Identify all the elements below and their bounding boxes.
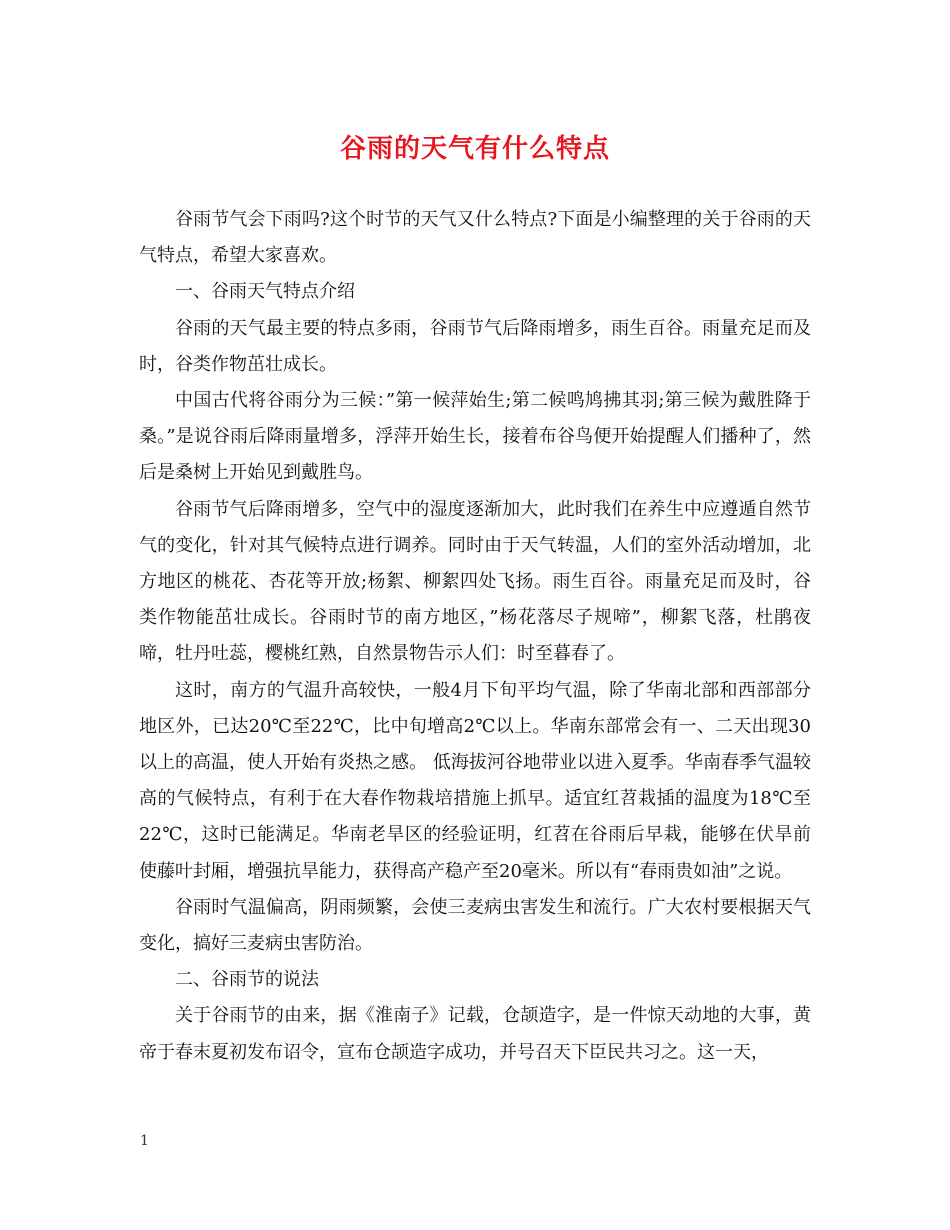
page-title: 谷雨的天气有什么特点	[339, 134, 610, 164]
page-number: 1	[140, 1133, 149, 1149]
section-heading-1: 一、谷雨天气特点介绍	[175, 281, 355, 303]
paragraph-temperature: 这时，南方的气温升高较快，一般4月下旬平均气温，除了华南北部和西部部分地区外，已达20℃至22℃，比中旬增高2℃以上。华南东部常会有一、二天出现30以上的高温，使人开始有炎热之感。 低海拔河谷地带业以进入夏季。华南春季气温较高的气候特点，有利于在大春作物栽培措施上抓早。适宜红苕栽插的温度为18℃至22℃，这时已能满足。华南老旱区的经验证明，红苕在谷雨后早栽，能够在伏旱前使藤叶封厢，增强抗旱能力，获得高产稳产至20毫米。所以有“春雨贵如油”之说。	[139, 679, 811, 882]
section-heading-2: 二、谷雨节的说法	[175, 969, 319, 991]
paragraph-rain-features: 谷雨的天气最主要的特点多雨，谷雨节气后降雨增多，雨生百谷。雨量充足而及时，谷类作物茁壮成长。	[139, 317, 811, 375]
paragraph-humidity: 谷雨节气后降雨增多，空气中的湿度逐渐加大，此时我们在养生中应遵遁自然节气的变化，针对其气候特点进行调养。同时由于天气转温，人们的室外活动增加，北方地区的桃花、杏花等开放;杨絮、柳絮四处飞扬。雨生百谷。雨量充足而及时，谷类作物能茁壮成长。谷雨时节的南方地区，”杨花落尽子规啼”，柳絮飞落，杜鹃夜啼，牡丹吐蕊，樱桃红熟，自然景物告示人们：时至暮春了。	[139, 498, 811, 665]
document-body	[139, 202, 811, 1071]
paragraph-pests: 谷雨时气温偏高，阴雨频繁，会使三麦病虫害发生和流行。广大农村要根据天气变化，搞好三麦病虫害防治。	[139, 896, 811, 955]
paragraph-three-phases: 中国古代将谷雨分为三候：”第一候萍始生;第二候鸣鸠拂其羽;第三候为戴胜降于桑。”是说谷雨后降雨量增多，浮萍开始生长，接着布谷鸟便开始提醒人们播种了，然后是桑树上开始见到戴胜鸟。	[139, 390, 811, 484]
paragraph-origin: 关于谷雨节的由来，据《淮南子》记载，仓颉造字，是一件惊天动地的大事，黄帝于春末夏初发布诏令，宣布仓颉造字成功，并号召天下臣民共习之。这一天，	[139, 1005, 811, 1063]
paragraph-intro: 谷雨节气会下雨吗?这个时节的天气又什么特点?下面是小编整理的关于谷雨的天气特点，希望大家喜欢。	[139, 209, 811, 267]
